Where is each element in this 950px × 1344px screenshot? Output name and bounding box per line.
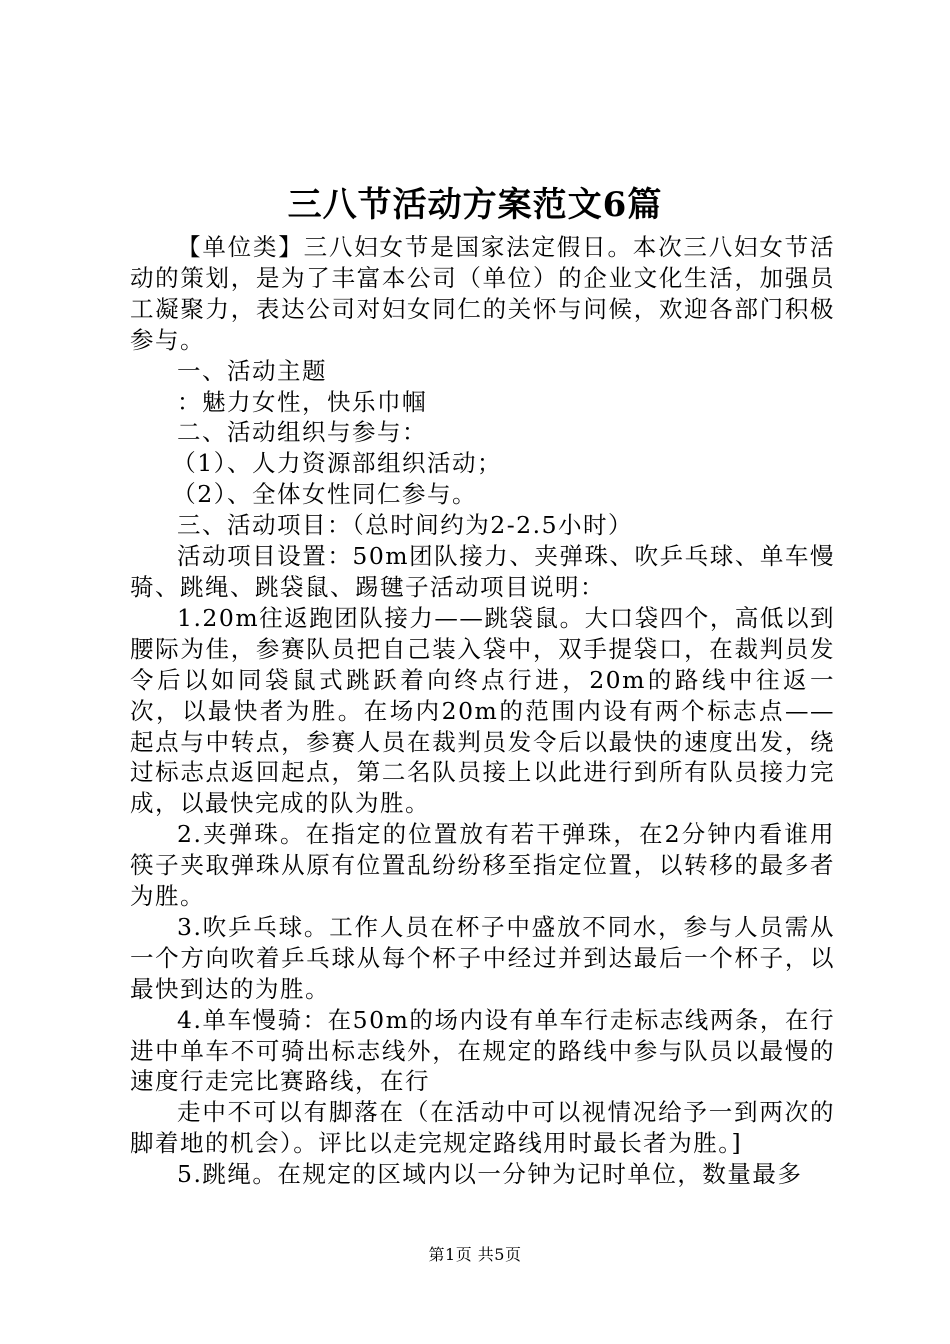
document-body (130, 232, 835, 1190)
section-heading: 三、活动项目：（总时间约为2-2.5小时） (177, 511, 634, 540)
document-title: 三八节活动方案范文6篇 (287, 185, 663, 225)
body-paragraph: 走中不可以有脚落在（在活动中可以视情况给予一到两次的脚着地的机会）。评比以走完规定路线用时最长者为胜。] (130, 1098, 835, 1158)
list-item: （2）、全体女性同仁参与。 (172, 480, 477, 509)
page-number: 第1页 共5页 (428, 1245, 522, 1264)
section-heading: 一、活动主题 (177, 356, 327, 385)
body-paragraph: 1.20m往返跑团队接力——跳袋鼠。大口袋四个，高低以到腰际为佳，参赛队员把自己装入袋中，双手提袋口，在裁判员发令后以如同袋鼠式跳跃着向终点行进，20m的路线中往返一次，以最快者为胜。在场内20m的范围内设有两个标志点——起点与中转点，参赛人员在裁判员发令后以最快的速度出发，绕过标志点返回起点，第二名队员接上以此进行到所有队员接力完成，以最快完成的队为胜。 (130, 603, 835, 818)
body-paragraph: 4.单车慢骑：在50m的场内设有单车行走标志线两条，在行进中单车不可骑出标志线外，在规定的路线中参与队员以最慢的速度行走完比赛路线，在行 (130, 1005, 835, 1096)
intro-paragraph: 【单位类】三八妇女节是国家法定假日。本次三八妇女节活动的策划，是为了丰富本公司（单位）的企业文化生活，加强员工凝聚力，表达公司对妇女同仁的关怀与问候，欢迎各部门积极参与。 (130, 233, 835, 354)
section-heading: 二、活动组织与参与： (177, 418, 427, 447)
body-paragraph: 活动项目设置：50m团队接力、夹弹珠、吹乒乓球、单车慢骑、跳绳、跳袋鼠、踢毽子活动项目说明： (130, 542, 835, 601)
body-paragraph: 2.夹弹珠。在指定的位置放有若干弹珠，在2分钟内看谁用筷子夹取弹珠从原有位置乱纷纷移至指定位置，以转移的最多者为胜。 (130, 820, 835, 911)
body-paragraph: 5.跳绳。在规定的区域内以一分钟为记时单位，数量最多 (177, 1160, 803, 1189)
body-paragraph: 3.吹乒乓球。工作人员在杯子中盛放不同水，参与人员需从一个方向吹着乒乓球从每个杯子中经过并到达最后一个杯子，以最快到达的为胜。 (130, 912, 835, 1003)
list-item: （1）、人力资源部组织活动； (172, 449, 502, 478)
theme-line: ：魅力女性，快乐巾帼 (177, 387, 427, 416)
